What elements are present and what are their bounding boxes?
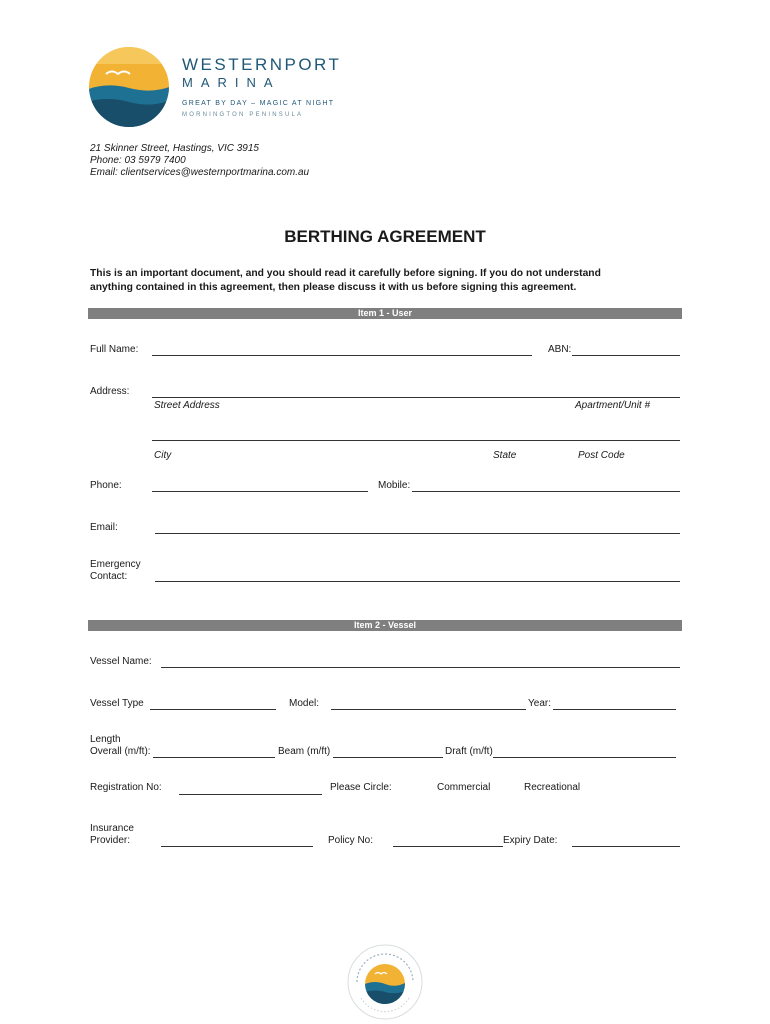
vessel-name-label: Vessel Name: xyxy=(90,656,152,667)
beam-label: Beam (m/ft) xyxy=(278,746,331,757)
item1-header: Item 1 - User xyxy=(88,308,682,319)
insurance-label-line1: Insurance xyxy=(90,823,134,834)
registration-field[interactable] xyxy=(179,794,322,795)
post-code-caption: Post Code xyxy=(578,450,625,461)
logo-region: MORNINGTON PENINSULA xyxy=(182,112,304,118)
policy-no-field[interactable] xyxy=(393,846,503,847)
abn-label: ABN: xyxy=(548,344,572,355)
item2-header: Item 2 - Vessel xyxy=(88,620,682,631)
abn-field[interactable] xyxy=(572,355,680,356)
apartment-caption: Apartment/Unit # xyxy=(575,400,651,411)
contact-email: Email: clientservices@westernportmarina.com.au xyxy=(90,167,310,178)
address-label: Address: xyxy=(90,386,130,397)
vessel-type-label: Vessel Type xyxy=(90,698,144,709)
model-field[interactable] xyxy=(331,709,526,710)
logo-name-line1: WESTERNPORT xyxy=(182,55,342,74)
policy-no-label: Policy No: xyxy=(328,835,374,846)
recreational-option[interactable]: Recreational xyxy=(524,782,581,793)
contact-address: 21 Skinner Street, Hastings, VIC 3915 xyxy=(90,143,259,154)
city-state-postcode-field[interactable] xyxy=(152,440,680,441)
length-field[interactable] xyxy=(153,757,275,758)
logo-tagline: GREAT BY DAY – MAGIC AT NIGHT xyxy=(182,100,335,107)
phone-field[interactable] xyxy=(152,491,368,492)
insurance-label-line2: Provider: xyxy=(90,835,131,846)
draft-label: Draft (m/ft) xyxy=(445,746,493,757)
mobile-field[interactable] xyxy=(412,491,680,492)
street-address-field[interactable] xyxy=(152,397,680,398)
marina-seal-icon xyxy=(345,942,425,1022)
expiry-date-field[interactable] xyxy=(572,846,680,847)
mobile-label: Mobile: xyxy=(378,480,411,491)
vessel-name-field[interactable] xyxy=(161,667,680,668)
email-label: Email: xyxy=(90,522,118,533)
expiry-date-label: Expiry Date: xyxy=(503,835,558,846)
draft-field[interactable] xyxy=(493,757,676,758)
beam-field[interactable] xyxy=(333,757,443,758)
registration-label: Registration No: xyxy=(90,782,162,793)
contact-phone: Phone: 03 5979 7400 xyxy=(90,155,186,166)
marina-logo-emblem-icon xyxy=(86,46,172,128)
full-name-label: Full Name: xyxy=(90,344,139,355)
full-name-field[interactable] xyxy=(152,355,532,356)
email-field[interactable] xyxy=(155,533,680,534)
model-label: Model: xyxy=(289,698,320,709)
state-caption: State xyxy=(493,450,517,461)
phone-label: Phone: xyxy=(90,480,122,491)
intro-line-1: This is an important document, and you should read it carefully before signing. If you do not understand xyxy=(90,268,601,279)
length-label-line1: Length xyxy=(90,734,121,745)
please-circle-label: Please Circle: xyxy=(330,782,392,793)
emergency-label-line1: Emergency xyxy=(90,559,141,570)
insurance-provider-field[interactable] xyxy=(161,846,313,847)
logo-name-line2: MARINA xyxy=(182,75,281,90)
page-title: BERTHING AGREEMENT xyxy=(284,227,486,246)
intro-line-2: anything contained in this agreement, then please discuss it with us before signing this agreement. xyxy=(90,282,577,293)
commercial-option[interactable]: Commercial xyxy=(437,782,491,793)
year-field[interactable] xyxy=(553,709,676,710)
street-address-caption: Street Address xyxy=(154,400,220,411)
year-label: Year: xyxy=(528,698,551,709)
emergency-label-line2: Contact: xyxy=(90,571,128,582)
emergency-contact-field[interactable] xyxy=(155,581,680,582)
length-label-line2: Overall (m/ft): xyxy=(90,746,151,757)
vessel-type-field[interactable] xyxy=(150,709,276,710)
city-caption: City xyxy=(154,450,172,461)
